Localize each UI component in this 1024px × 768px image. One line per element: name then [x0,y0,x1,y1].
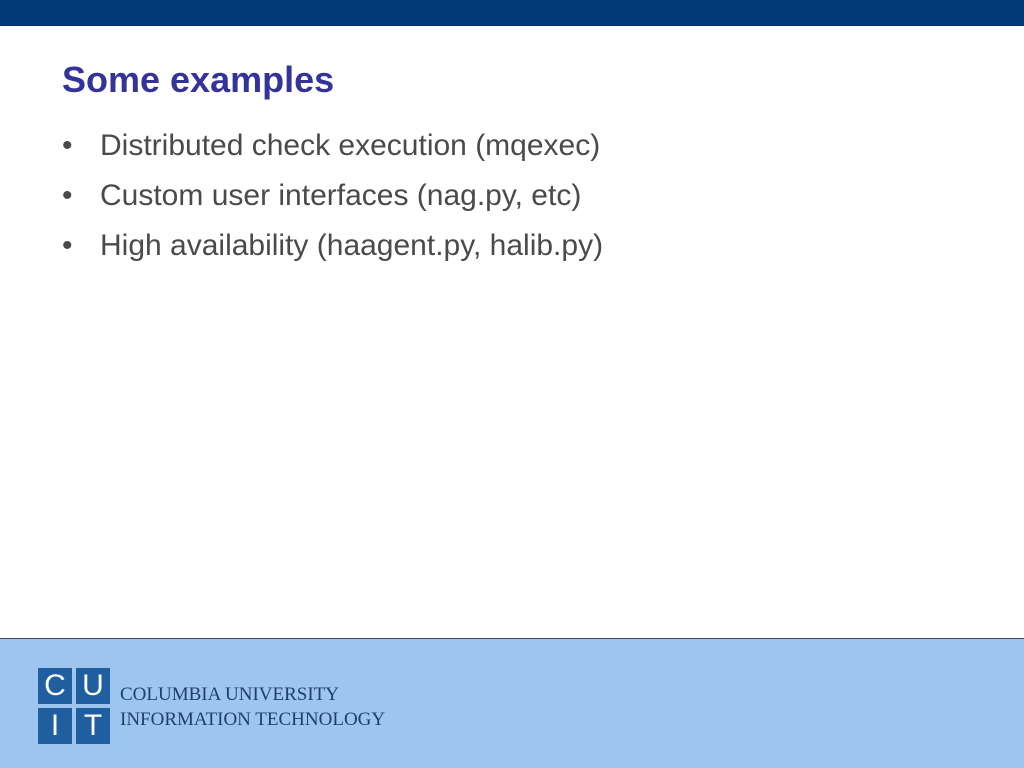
bullet-text: High availability (haagent.py, halib.py) [100,229,604,262]
bullet-item [62,226,603,276]
slide-title: Some examples [62,59,335,100]
logo-letter-i: I [38,708,72,744]
logo-letter-t: T [76,708,110,744]
bullet-item [62,176,603,226]
logo-wordmark [120,682,385,732]
logo-letter-u: U [76,668,110,704]
logo-line-it: INFORMATION TECHNOLOGY [120,709,386,730]
bullet-icon: • [62,129,73,162]
bullet-icon: • [62,229,73,262]
logo-line-university: COLUMBIA UNIVERSITY [120,684,340,705]
bullet-text: Distributed check execution (mqexec) [100,129,601,162]
cuit-logo [38,668,418,744]
top-bar [0,0,1024,26]
bullet-item [62,126,603,176]
cuit-logo-mark [38,668,110,744]
bullet-list [62,126,603,276]
bullet-text: Custom user interfaces (nag.py, etc) [100,179,582,212]
logo-letter-c: C [38,668,72,704]
bullet-icon: • [62,179,73,212]
